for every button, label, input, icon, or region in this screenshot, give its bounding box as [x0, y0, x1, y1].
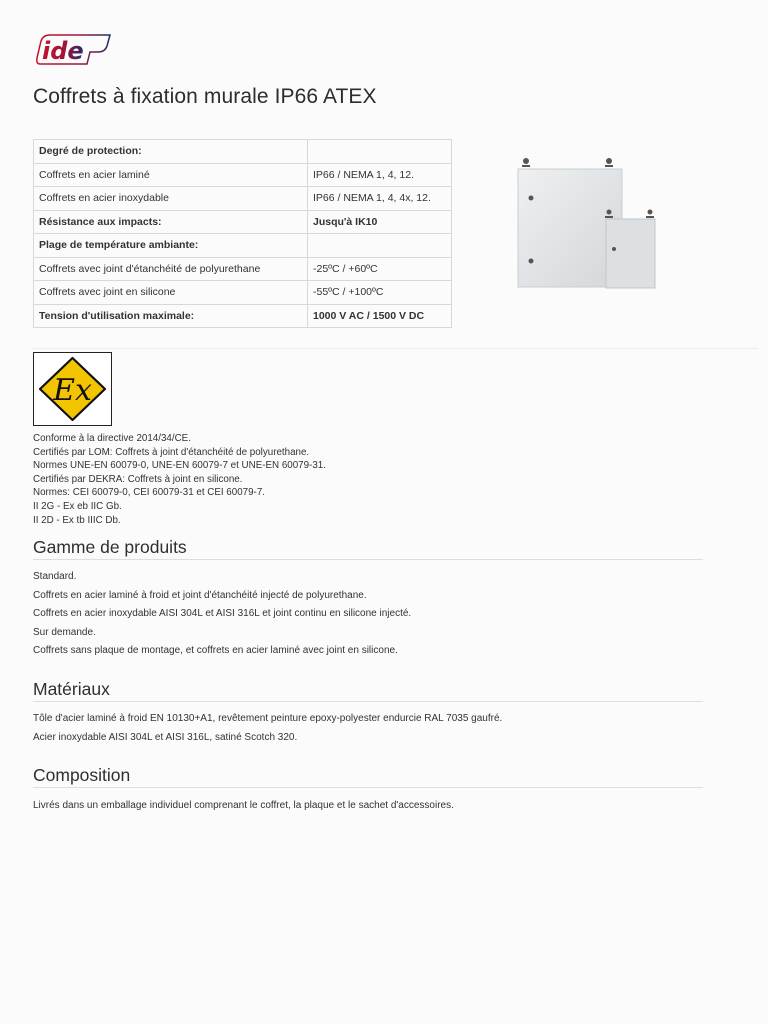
materiaux-line: Acier inoxydable AISI 304L et AISI 316L, satiné Scotch 320.	[33, 731, 298, 743]
spec-row	[34, 210, 452, 234]
gamme-line: Sur demande.	[33, 626, 96, 638]
spec-value: -55ºC / +100ºC	[308, 281, 452, 305]
materiaux-text	[33, 710, 502, 747]
certification-line: II 2G - Ex eb IIC Gb.	[33, 500, 122, 512]
spec-row	[34, 257, 452, 281]
certification-line: Normes: CEI 60079-0, CEI 60079-31 et CEI 60079-7.	[33, 487, 265, 499]
atex-certification-text	[33, 432, 326, 527]
specifications-table	[33, 139, 452, 328]
spec-label: Degré de protection:	[34, 140, 308, 164]
spec-label: Plage de température ambiante:	[34, 234, 308, 258]
section-rule	[33, 787, 703, 788]
composition-line: Livrés dans un emballage individuel comprenant le coffret, la plaque et le sachet d'accessoires.	[33, 800, 454, 811]
spec-label: Tension d'utilisation maximale:	[34, 304, 308, 328]
certification-line: II 2D - Ex tb IIIC Db.	[33, 514, 121, 526]
spec-row	[34, 281, 452, 305]
certification-line: Certifiés par LOM: Coffrets à joint d'étanchéité de polyurethane.	[33, 446, 310, 458]
spec-row	[34, 140, 452, 164]
spec-value: IP66 / NEMA 1, 4, 12.	[308, 163, 452, 187]
section-rule	[33, 701, 703, 702]
certification-line: Conforme à la directive 2014/34/CE.	[33, 433, 191, 444]
spec-label: Coffrets avec joint en silicone	[34, 281, 308, 305]
atex-symbol-text: Ex	[53, 373, 92, 408]
gamme-line: Coffrets en acier inoxydable AISI 304L et AISI 316L et joint continu en silicone injecté.	[33, 608, 412, 620]
composition-text	[33, 797, 454, 816]
certification-line: Normes UNE-EN 60079-0, UNE-EN 60079-7 et UNE-EN 60079-31.	[33, 460, 326, 472]
gamme-text	[33, 568, 411, 661]
ide-logo	[34, 32, 112, 66]
spec-value: IP66 / NEMA 1, 4, 4x, 12.	[308, 187, 452, 211]
spec-label: Coffrets avec joint d'étanchéité de polyurethane	[34, 257, 308, 281]
section-title-gamme: Gamme de produits	[33, 537, 187, 557]
section-title-materiaux: Matériaux	[33, 679, 110, 699]
section-title-composition: Composition	[33, 765, 131, 785]
spec-value: 1000 V AC / 1500 V DC	[308, 304, 452, 328]
spec-row	[34, 304, 452, 328]
spec-row	[34, 163, 452, 187]
spec-value	[308, 140, 452, 164]
atex-ex-icon	[37, 356, 108, 422]
spec-value	[308, 234, 452, 258]
spec-value: -25ºC / +60ºC	[308, 257, 452, 281]
spec-label: Résistance aux impacts:	[34, 210, 308, 234]
section-rule	[33, 559, 703, 560]
spec-label: Coffrets en acier inoxydable	[34, 187, 308, 211]
atex-symbol-box	[33, 352, 112, 426]
gamme-line: Coffrets en acier laminé à froid et joint d'étanchéité injecté de polyurethane.	[33, 589, 367, 601]
section-divider	[33, 348, 758, 349]
gamme-line: Coffrets sans plaque de montage, et coffrets en acier laminé avec joint en silicone.	[33, 645, 398, 657]
certification-line: Certifiés par DEKRA: Coffrets à joint en silicone.	[33, 473, 243, 485]
spec-row	[34, 234, 452, 258]
materiaux-line: Tôle d'acier laminé à froid EN 10130+A1, revêtement peinture epoxy-polyester endurcie RAL 7035 gaufré.	[33, 713, 503, 724]
logo-text: ide	[42, 37, 84, 65]
spec-row	[34, 187, 452, 211]
spec-value: Jusqu'à IK10	[308, 210, 452, 234]
gamme-line: Standard.	[33, 571, 77, 582]
page-title: Coffrets à fixation murale IP66 ATEX	[33, 85, 377, 108]
spec-label: Coffrets en acier laminé	[34, 163, 308, 187]
enclosure-product-image	[516, 155, 658, 290]
